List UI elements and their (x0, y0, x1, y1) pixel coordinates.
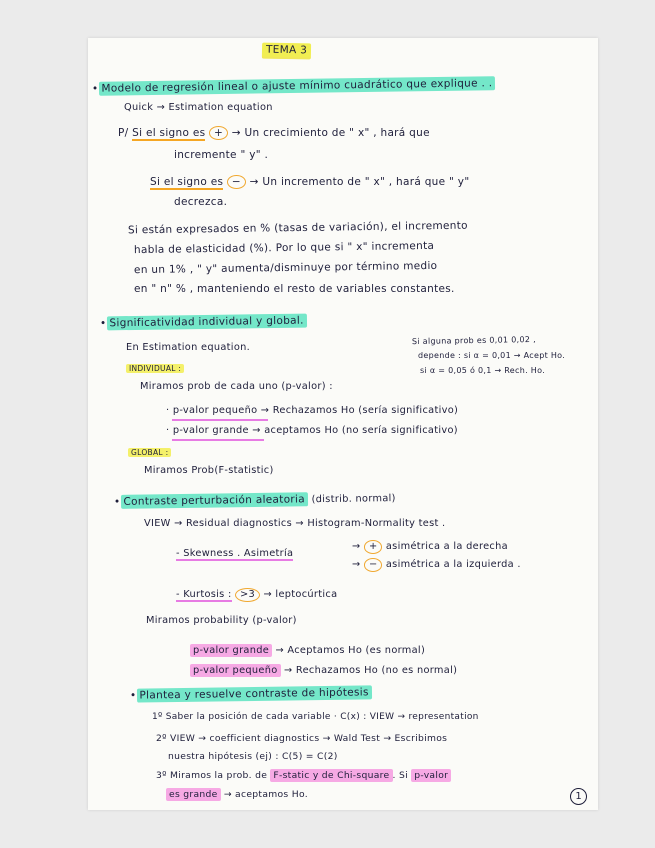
section-1-line: Si el signo es − → Un incremento de " x" , hará que " y" (150, 176, 470, 188)
minus-circle: − (227, 175, 246, 189)
section-2-line: Miramos prob de cada uno (p-valor) : (140, 381, 333, 392)
section-1-heading: • Modelo de regresión lineal o ajuste mínimo cuadrático que explique . . (92, 77, 496, 95)
section-2-label-individual: INDIVIDUAL : (126, 362, 184, 374)
plus-circle: + (209, 126, 228, 140)
pink-underline (172, 439, 264, 441)
side-note-line: depende : si α = 0,01 → Acept Ho. (418, 351, 566, 360)
section-2-heading: • Significatividad individual y global. (100, 315, 307, 330)
section-2-line: · p-valor pequeño → Rechazamos Ho (sería significativo) (166, 405, 459, 416)
page-title: TEMA 3 (262, 44, 311, 57)
side-note-line: si α = 0,05 ó 0,1 → Rech. Ho. (420, 366, 545, 375)
section-1-line: Quick → Estimation equation (124, 102, 273, 113)
section-3-line: - Kurtosis : >3 → leptocúrtica (176, 589, 338, 600)
section-4-line: 2º VIEW → coefficient diagnostics → Wald Test → Escribimos (156, 733, 448, 744)
section-3-heading: • Contraste perturbación aleatoria (distrib. normal) (113, 493, 396, 508)
section-1-line: en " n" % , manteniendo el resto de variables constantes. (134, 283, 455, 295)
section-3-line: - Skewness . Asimetría (176, 548, 294, 559)
section-2-line: · p-valor grande → aceptamos Ho (no sería significativo) (166, 425, 458, 436)
section-3-line: Miramos probability (p-valor) (146, 615, 297, 626)
section-2-label-global: GLOBAL : (128, 446, 171, 458)
section-4-heading: • Plantea y resuelve contraste de hipótesis (130, 686, 372, 701)
page-number: 1 (570, 788, 587, 805)
section-3-line: → + asimétrica a la derecha (352, 541, 508, 552)
side-note-line: Si alguna prob es 0,01 0,02 , (411, 334, 537, 347)
section-1-line: incremente " y" . (174, 149, 269, 161)
section-1-line: en un 1% , " y" aumenta/disminuye por término medio (133, 259, 438, 277)
section-1-line: Si están expresados en % (tasas de variación), el incremento (127, 219, 468, 237)
section-2-line: Miramos Prob(F-statistic) (144, 465, 274, 476)
section-3-line: → − asimétrica a la izquierda . (352, 559, 521, 570)
section-1-line: habla de elasticidad (%). Por lo que si " x" incrementa (133, 239, 435, 257)
section-4-line: nuestra hipótesis (ej) : C(5) = C(2) (168, 751, 338, 762)
section-1-line: P/ Si el signo es + → Un crecimiento de " x" , hará que (118, 127, 430, 139)
section-4-line: es grande → aceptamos Ho. (166, 789, 308, 800)
section-1-line: decrezca. (174, 196, 228, 208)
section-4-line: 3º Miramos la prob. de F-static y de Chi-square . Si p-valor (156, 770, 451, 781)
pink-underline (172, 419, 268, 421)
section-3-line: VIEW → Residual diagnostics → Histogram-Normality test . (144, 518, 446, 529)
section-3-line: p-valor pequeño → Rechazamos Ho (no es normal) (190, 665, 457, 676)
section-2-line: En Estimation equation. (126, 342, 251, 353)
section-4-line: 1º Saber la posición de cada variable · C(x) : VIEW → representation (152, 712, 479, 722)
section-3-line: p-valor grande → Aceptamos Ho (es normal) (190, 645, 425, 656)
